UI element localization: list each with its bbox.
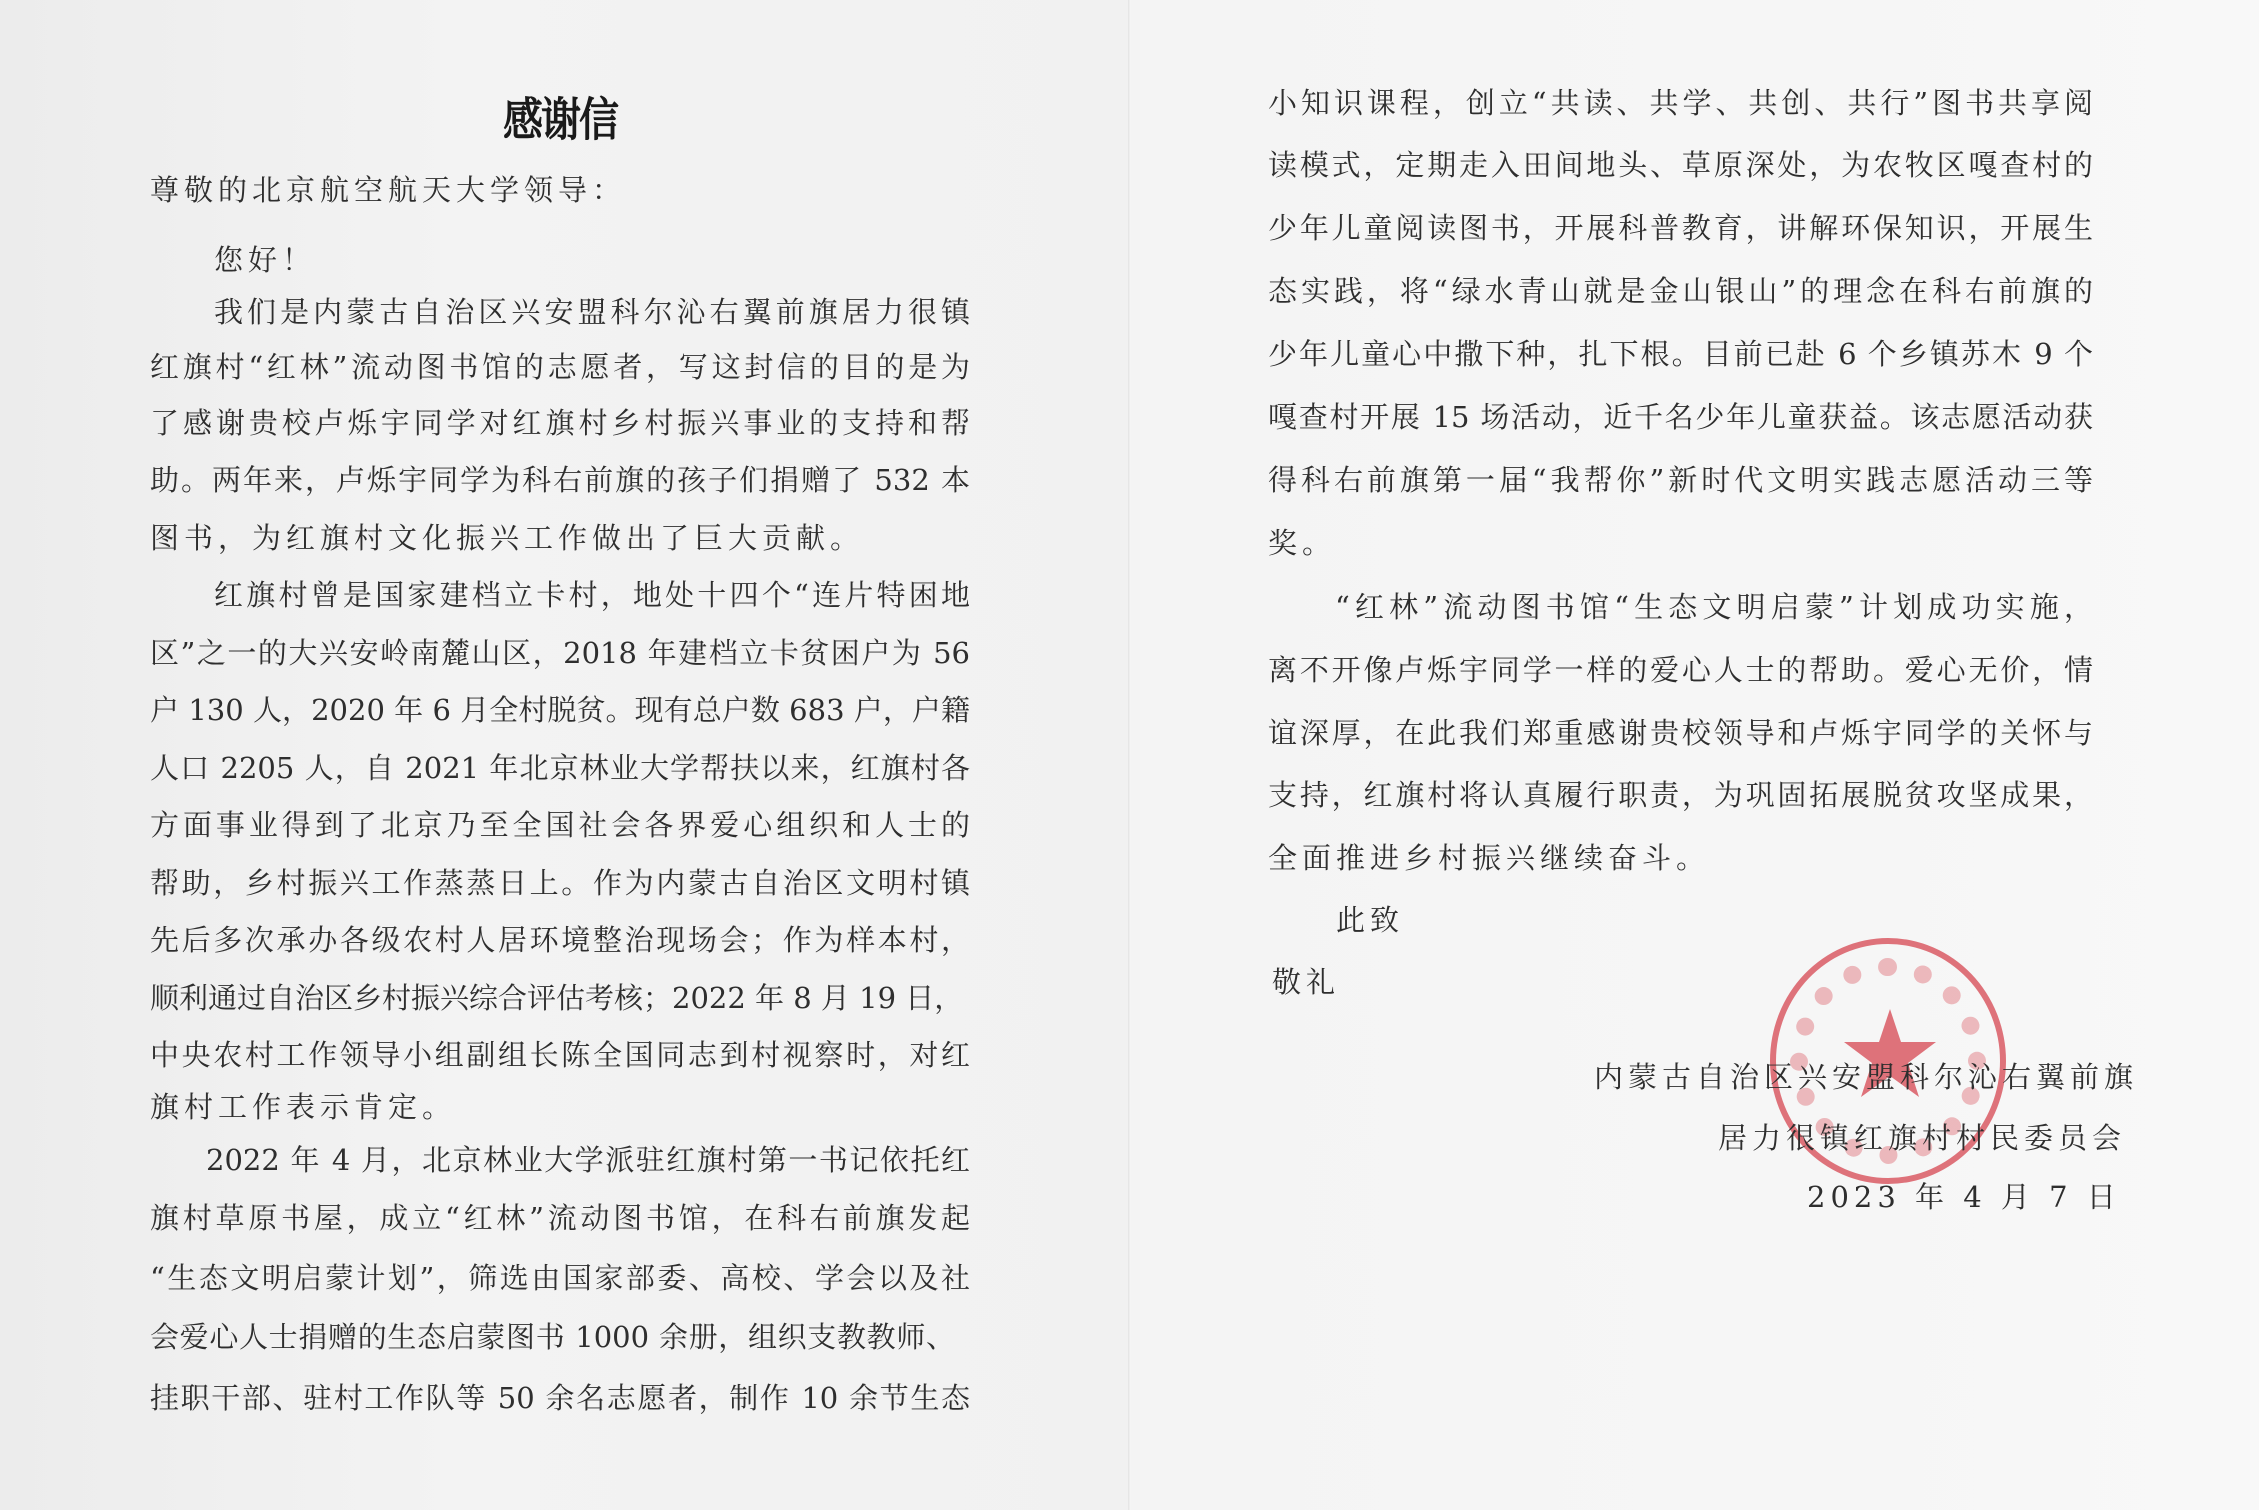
paragraph-line: 态实践，将“绿水青山就是金山银山”的理念在科右前旗的 xyxy=(1268,274,2093,308)
paragraph-line: 图书，为红旗村文化振兴工作做出了巨大贡献。 xyxy=(150,521,865,555)
signature-organization-line-2: 居力很镇红旗村村民委员会 xyxy=(1718,1121,2127,1155)
closing-regards: 此致 xyxy=(1336,903,1405,937)
paragraph-line: 会爱心人士捐赠的生态启蒙图书 1000 余册，组织支教教师、 xyxy=(150,1320,955,1354)
paragraph-line: 2022 年 4 月，北京林业大学派驻红旗村第一书记依托红 xyxy=(206,1143,970,1177)
paragraph-line: 奖。 xyxy=(1268,526,1337,560)
paragraph-line: 嘎查村开展 15 场活动，近千名少年儿童获益。该志愿活动获 xyxy=(1268,400,2093,434)
paragraph-line: 少年儿童心中撒下种，扎下根。目前已赴 6 个乡镇苏木 9 个 xyxy=(1268,337,2093,371)
signature-organization-line-1: 内蒙古自治区兴安盟科尔沁右翼前旗 xyxy=(1594,1060,2139,1094)
paragraph-line: 旗村工作表示肯定。 xyxy=(150,1090,457,1124)
paragraph-line: 先后多次承办各级农村人居环境整治现场会；作为样本村， xyxy=(150,923,970,957)
paragraph-line: 方面事业得到了北京乃至全国社会各界爱心组织和人士的 xyxy=(150,808,970,842)
greeting: 您好！ xyxy=(214,243,317,277)
paragraph-line: 挂职干部、驻村工作队等 50 余名志愿者，制作 10 余节生态 xyxy=(150,1381,970,1415)
paragraph-line: 帮助，乡村振兴工作蒸蒸日上。作为内蒙古自治区文明村镇 xyxy=(150,866,970,900)
paragraph-line: “红林”流动图书馆“生态文明启蒙”计划成功实施， xyxy=(1335,590,2093,624)
paragraph-line: 了感谢贵校卢烁宇同学对红旗村乡村振兴事业的支持和帮 xyxy=(150,406,970,440)
paragraph-line: 顺利通过自治区乡村振兴综合评估考核；2022 年 8 月 19 日， xyxy=(150,981,964,1015)
paragraph-line: 离不开像卢烁宇同学一样的爱心人士的帮助。爱心无价，情 xyxy=(1268,653,2093,687)
letter-title: 感谢信 xyxy=(503,94,617,147)
paragraph-line: 红旗村曾是国家建档立卡村，地处十四个“连片特困地 xyxy=(214,578,970,612)
paragraph-line: 户 130 人，2020 年 6 月全村脱贫。现有总户数 683 户，户籍 xyxy=(150,693,970,727)
salutation: 尊敬的北京航空航天大学领导： xyxy=(150,173,627,207)
paragraph-line: 小知识课程，创立“共读、共学、共创、共行”图书共享阅 xyxy=(1268,86,2093,120)
closing-salute: 敬礼 xyxy=(1272,965,1341,999)
paragraph-line: 中央农村工作领导小组副组长陈全国同志到村视察时，对红 xyxy=(150,1038,970,1072)
paragraph-line: 我们是内蒙古自治区兴安盟科尔沁右翼前旗居力很镇 xyxy=(214,295,970,329)
paragraph-line: 读模式，定期走入田间地头、草原深处，为农牧区嘎查村的 xyxy=(1268,148,2093,182)
paragraph-line: 谊深厚，在此我们郑重感谢贵校领导和卢烁宇同学的关怀与 xyxy=(1268,716,2093,750)
paragraph-line: 助。两年来，卢烁宇同学为科右前旗的孩子们捐赠了 532 本 xyxy=(150,463,970,497)
signature-date: 2023 年 4 月 7 日 xyxy=(1807,1180,2121,1214)
paragraph-line: 人口 2205 人，自 2021 年北京林业大学帮扶以来，红旗村各 xyxy=(150,751,970,785)
page-seam-divider xyxy=(1128,0,1131,1510)
paragraph-line: “生态文明启蒙计划”，筛选由国家部委、高校、学会以及社 xyxy=(150,1261,970,1295)
paragraph-line: 全面推进乡村振兴继续奋斗。 xyxy=(1268,841,1711,875)
paragraph-line: 旗村草原书屋，成立“红林”流动图书馆，在科右前旗发起 xyxy=(150,1201,970,1235)
paragraph-line: 红旗村“红林”流动图书馆的志愿者，写这封信的目的是为 xyxy=(150,350,970,384)
paragraph-line: 少年儿童阅读图书，开展科普教育，讲解环保知识，开展生 xyxy=(1268,211,2093,245)
paragraph-line: 支持，红旗村将认真履行职责，为巩固拓展脱贫攻坚成果， xyxy=(1268,778,2093,812)
paragraph-line: 得科右前旗第一届“我帮你”新时代文明实践志愿活动三等 xyxy=(1268,463,2093,497)
paragraph-line: 区”之一的大兴安岭南麓山区，2018 年建档立卡贫困户为 56 xyxy=(150,636,970,670)
